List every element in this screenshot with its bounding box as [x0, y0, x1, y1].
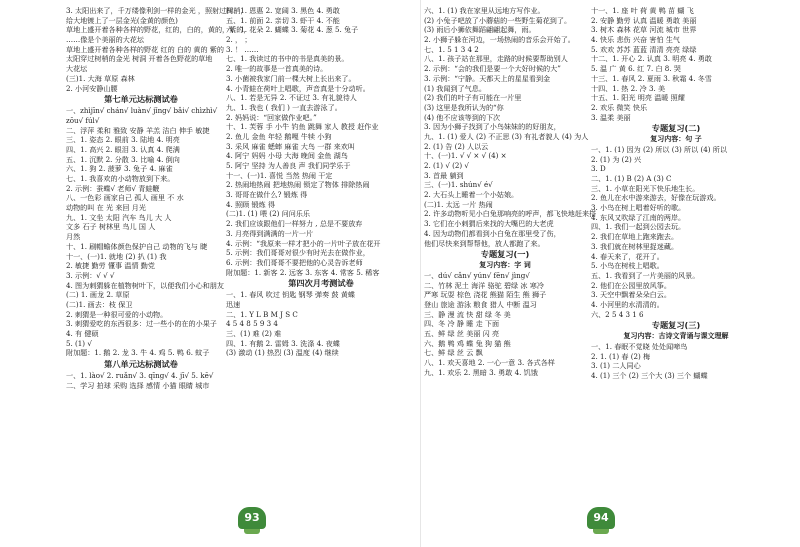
- answer-line: 八、1. 孩子站在那里，走路的时候要帮助别人: [424, 54, 568, 64]
- answer-line: 一、1. lào√ 2. ruǎn√ 3. qīng√ 4. jī√ 5. kē√: [66, 371, 214, 381]
- answer-line: 二、1. Y L B M J S C: [226, 309, 298, 319]
- answer-line: 五、1. 沉默 2. 分散 3. 比喻 4. 倒向: [66, 154, 180, 164]
- answer-line: 五、1. 前面 2. 亲切 3. 虾干 4. 不能: [226, 15, 340, 25]
- answer-line: 3. 采风 麻雀 蟋蟀 麻雀 大鸟 一群 来欢叫: [226, 141, 355, 151]
- answer-line: 3. (1) 二人同心: [591, 361, 641, 371]
- answer-line: 九、1. 我也 ( 我们 ) 一直去游泳了。: [226, 102, 342, 112]
- answer-line: 五、1. 我看到了一片美丽的风景。: [591, 270, 700, 280]
- answer-line: 十一、1. 座 叶 荷 黄 鸭 苗 蝴 飞: [591, 6, 694, 15]
- answer-line: 3. D: [591, 164, 606, 174]
- answer-line: 四、1. 高兴 2. 眼泪 3. 认真 4. 爬满: [66, 144, 180, 154]
- answer-line: 2. 鱼儿在水中游来游去，好像在玩游戏。: [591, 193, 721, 203]
- answer-line: 3. 小鸟在树上唱着好听的歌。: [591, 203, 686, 213]
- answer-line: 一、dú√ cǎn√ yún√ fēn√ jìng√: [424, 270, 530, 280]
- answer-line: (二) 1. 画龙 2. 草原: [66, 290, 130, 300]
- answer-line: 2. 示例：蚕蝶√ 老师√ 青蛙鞭: [66, 183, 160, 193]
- answer-line: 2. (1) √ (2) √: [424, 161, 469, 170]
- answer-line: (3) 这里是我所认为的“你: [424, 102, 504, 112]
- answer-line: 4. 东风又吹绿了江南的两岸。: [591, 212, 686, 222]
- answer-line: (3) 激动 (1) 热烈 (3) 温度 (4) 继续: [226, 348, 339, 358]
- answer-line: 二、浮萍 柔和 雅致 安静 羊羔 洁白 伸手 敏捷: [66, 125, 210, 135]
- answer-line: 十、1. 刷帽蟾体颜色保护自己 动物的飞与 睫: [66, 241, 208, 251]
- answer-line: 2. ， ；: [226, 35, 252, 45]
- answer-line: 附加题：1. 鹅 2. 龙 3. 牛 4. 鸡 5. 鸭 6. 蚊子: [66, 348, 210, 358]
- answer-line: 九、1. 欢乐 2. 黑暗 3. 勇敢 4. 饥饿: [424, 367, 538, 377]
- answer-line: 二、竹林 泥土 海洋 骆驼 碧绿 冰 寒冷: [424, 280, 544, 290]
- answer-line: 十一、(一)1. 喜悦 当然 热闹 干定: [226, 170, 333, 180]
- answer-line: 4. 照顾 锻炼 得: [226, 199, 276, 209]
- answer-line: 2. 鱼儿 金鱼 年轻 鹅嘎 牛犊 小狗: [226, 131, 332, 141]
- answer-line: 2. 唯一的故事是一首真美的诗。: [226, 64, 328, 74]
- answer-line: 4. 因为动物们都看到小白兔在那里受了伤，: [424, 228, 561, 238]
- answer-line: 一、1. (1) 因为 (2) 所以 (3) 所以 (4) 所以: [591, 144, 727, 154]
- answer-line: 2. 妈妈说：“回家做作业吧。”: [226, 112, 317, 122]
- section-heading: 第七单元达标测试卷: [104, 94, 178, 105]
- answer-line: 四、1. 有鹅 2. 雷姆 3. 洗涤 4. 夜蝶: [226, 338, 340, 348]
- answer-line: 4. 阿宁 妈妈 小母 大海 晚间 金鱼 湖鸟: [226, 151, 348, 161]
- answer-line: (二)1. (1) 喂 (2) 问问乐乐: [226, 209, 310, 219]
- section-subheading: 复习内容：句 子: [650, 135, 702, 144]
- answer-line: 太阳穿过树梢的金光 树洞 开着各色野花的草地: [66, 54, 213, 64]
- answer-line: (4) 他不应该等到的下次: [424, 112, 501, 122]
- answer-line: 文多 石子 树林里 鸟儿 国 人: [66, 222, 156, 232]
- answer-line: 三、1. 小草在阳光下快乐地生长。: [591, 183, 700, 193]
- answer-line: 3. 温柔 美丽: [591, 112, 631, 122]
- answer-line: ……像是个美丽的大花坛: [66, 35, 145, 45]
- section-heading: 专题复习(一): [480, 249, 530, 260]
- section-subheading: 复习内容：古诗文背诵与课文理解: [623, 332, 729, 341]
- answer-line: (2) 小兔子吧放了小蘑菇的一些野生菊花到了。: [424, 15, 572, 25]
- answer-line: 动物的叫 在 光 来回 月光: [66, 203, 146, 213]
- answer-line: 3. 示例：“宁静。天都天上的星星看到金: [424, 73, 551, 83]
- answer-line: 十三、1. 春风 2. 夏雨 3. 秋霜 4. 冬雪: [591, 73, 712, 83]
- answer-line: 三、1. 姿态 2. 眼前 3. 陆地 4. 明亮: [66, 135, 180, 145]
- answer-line: 4. 示例：“我原来一样才把小的一片叶子放在花开: [226, 238, 381, 248]
- answer-line: 2. (1) 告 (2) 人以云: [424, 141, 489, 151]
- answer-line: 3. 天空中飘着朵朵白云。: [591, 290, 671, 300]
- answer-line: 六、1. (1) 我在家里从远地方写作业。: [424, 6, 545, 15]
- answer-line: 4 5 4 8 5 9 3 4: [226, 319, 278, 329]
- answer-line: 3. 小菌被我家门前一棵大树上长出来了。: [226, 73, 356, 83]
- answer-line: 七、1. 我喜欢的小动物放到下来。: [66, 174, 175, 183]
- answer-line: 4. 图为刺猬躲在植物树叶下，以便我们小心和朋友: [66, 280, 224, 290]
- answer-line: 登山 旅途 游泳 粮食 猎人 中断 温习: [424, 299, 537, 309]
- section-heading: 专题复习(三): [651, 320, 701, 331]
- answer-line: 八、1. 欢天喜地 2. 一心一意 3. 各式各样: [424, 358, 555, 368]
- answer-line: 2. 许多动物听见小白兔那响亮的呼声，都飞快地赶来搭: [424, 209, 597, 219]
- answer-line: 迅速: [226, 299, 241, 309]
- answer-line: 2. 示例：“会的我们是要一个大好时候的大”: [424, 64, 561, 74]
- answer-line: 二、1. (1) B (2) A (3) C: [591, 174, 672, 184]
- answer-line: 2. 他们在公园里放风筝。: [591, 280, 671, 290]
- answer-line: 四、1. 恩惠 2. 宽阔 3. 黑色 4. 勇敢: [226, 6, 340, 15]
- answer-line: 四、1. 我们一起到公园去玩。: [591, 222, 686, 232]
- answer-line: 十一、(一)1. 就地 (2) 扒 (1) 我: [66, 251, 167, 261]
- section-subheading: 复习内容：字 词: [479, 261, 531, 270]
- column-2: [226, 6, 416, 358]
- page-number-right: 94: [587, 507, 615, 529]
- answer-line: 六、1. 狗 2. 菠萝 3. 兔子 4. 麻雀: [66, 164, 173, 174]
- answer-line: 七、1. 5 1 3 4 2: [424, 44, 479, 54]
- answer-line: (二)1. 太远 一片 热闹: [424, 199, 493, 209]
- answer-line: 附加题：1. 新客 2. 远客 3. 东客 4. 常客 5. 稀客: [226, 267, 380, 277]
- answer-line: 给大地镀上了一层金光(金黄的颜色): [66, 15, 178, 25]
- answer-line: 3. 示例：√ √ √: [66, 270, 115, 280]
- answer-line: 5. 阿宁 坚持 为人善良 声 我们同学乐于: [226, 161, 351, 170]
- answer-line: 3. 太阳出来了，千万缕像利剑一样的金光 ，照射过树梢，: [66, 6, 248, 15]
- section-heading: 第四次月考测试卷: [288, 278, 354, 289]
- answer-line: 3. 树木 森林 花草 河流 城市 世界: [591, 25, 697, 35]
- answer-line: 九、1. (1) 爱人 (2) 不正思 (3) 有礼者貌人 (4) 为人: [424, 131, 589, 141]
- answer-line: (3) 雨后小狮依舞蹈翩翩起舞，雨。: [424, 25, 536, 35]
- answer-line: 一、1. 春眠不觉晓 处处闻啼鸟: [591, 342, 688, 352]
- answer-line: 七、鲜 绿 丝 云 飘: [424, 348, 483, 358]
- answer-line: 6. 示例：我们哥哥不要把他的心灵告诉老师: [226, 257, 363, 267]
- answer-line: 5. 小鸟在树枝上唱歌。: [591, 261, 664, 271]
- answer-line: 十二、1. 开心 2. 认真 3. 明亮 4. 勇敢: [591, 54, 712, 64]
- answer-line: 3. 它们在小刺猬后来找的大嘴巴的大老虎: [424, 219, 554, 229]
- answer-line: 十、1. 芙蓉 手 小牛 钓鱼 跳舞 家人 教授 赶作业: [226, 122, 379, 132]
- gutter-line: [420, 0, 421, 547]
- answer-line: (2) 我们的叶子有可能在一片里: [424, 93, 522, 103]
- answer-line: 3. 我们就在树林里捉迷藏。: [591, 241, 679, 251]
- answer-line: 3. ！ ……: [226, 44, 259, 54]
- answer-line: zōu√ fúl√: [66, 115, 100, 125]
- answer-line: 2. 1. (1) 春 (2) 梅: [591, 351, 651, 361]
- answer-line: 八、一色彩 画家自己 孤人 画里 不 水: [66, 193, 184, 203]
- answer-line: (三)1. 大海 草原 森林: [66, 73, 135, 83]
- answer-line: 一、1. 春风 吹过 钥匙 钢琴 弹奏 鼓 黄蝶: [226, 290, 355, 300]
- answer-line: 七、1. 我读过的书中的书是真美的景。: [226, 54, 349, 64]
- section-heading: 专题复习(二): [651, 123, 701, 134]
- answer-line: 4. 春天来了，花开了。: [591, 251, 664, 261]
- answer-line: 2. 小河安静山腰: [66, 83, 118, 93]
- answer-line: 十、(一)1. √ √ × √ (4) ×: [424, 151, 507, 161]
- answer-line: 5. (1) √: [66, 338, 92, 348]
- answer-line: 月然: [66, 232, 81, 242]
- answer-line: 六、1. 花朵 2. 蝴蝶 3. 菊花 4. 葱 5. 兔子: [226, 25, 359, 35]
- answer-line: 4. (1) 三个 (2) 三个大 (3) 三个 蝴蝶: [591, 371, 708, 381]
- answer-line: 2. 安静 勤劳 认真 温暖 勇敢 美丽: [591, 15, 697, 25]
- answer-line: 3. 首最 躺到: [424, 170, 464, 180]
- answer-line: 2. 大石头上睡着一个小姑娘。: [424, 190, 519, 200]
- section-heading: 第八单元达标测试卷: [104, 359, 178, 370]
- answer-line: 草地上盛开着各种各样的野花，红的，白的，黄的，紫的，: [66, 25, 251, 35]
- answer-line: 3. 刺猬爱吃的东西很多：过一些小的在的小果子: [66, 319, 217, 329]
- answer-line: 5. 温 广 黄 6. 红 7. 白 8. 哭: [591, 64, 681, 74]
- answer-line: 2. 热闹地热闹 把地热闹 锁定了物体 排除热闹: [226, 180, 370, 190]
- answer-line: 四、冬 冷 静 睡 走 下面: [424, 319, 500, 329]
- answer-line: 六、鹅 鸭 鸡 蝶 兔 狗 猫 熊: [424, 338, 511, 348]
- answer-line: 2. 小狮子躲在河边，一场热闹的音乐会开始了。: [424, 35, 575, 45]
- answer-line: 九、1. 文坐 太阳 汽车 鸟儿 大 人: [66, 212, 172, 222]
- answer-line: 十五、1. 阳光 明亮 温暖 照耀: [591, 93, 685, 103]
- page-number-left: 93: [238, 507, 266, 529]
- answer-line: 2. 我们应该跟他们一样努力 , 总是不要放弃: [226, 219, 363, 229]
- answer-line: 4. 小河里的水清清的。: [591, 299, 664, 309]
- answer-line: 三、(1) 难 (2) 难: [226, 329, 282, 338]
- answer-line: 4. 小青蛙在荷叶上唱歌，声音真是十分动听。: [226, 83, 370, 93]
- answer-line: 严寒 玩耍 棕色 浇花 熊猫 陌生 熊 狮子: [424, 290, 547, 300]
- answer-line: 2. (1) 为 (2) 兴: [591, 154, 642, 164]
- answer-line: 5. 示例：我们哥哥对很少有时光去在做作业，: [226, 248, 370, 258]
- answer-line: 六、2 5 4 3 1 6: [591, 309, 644, 319]
- answer-line: 十四、1. 热 2. 冷 3. 美: [591, 83, 666, 93]
- answer-line: 4. 有 健硕: [66, 329, 99, 338]
- answer-line: 他们尽快来到帮帮他，放人都跑了来。: [424, 238, 545, 248]
- answer-line: 2. 敏捷 勤劳 懂事 温情 勤党: [66, 261, 155, 271]
- answer-line: 3. 月亮得到满满的一片一片: [226, 228, 314, 238]
- answer-line: 3. 因为小狮子找到了小鸟妹妹的的好朋友，: [424, 122, 561, 132]
- answer-line: 2. 欢乐 微笑 快乐: [591, 102, 648, 112]
- answer-line: 三、(一)1. shún√ é√: [424, 180, 493, 190]
- answer-line: 5. 欢欢 苏苏 蓝蓝 清清 亮亮 绿绿: [591, 44, 697, 54]
- answer-line: 五、鲜 绿 丝 美丽 闪 亮: [424, 329, 500, 339]
- answer-line: 2. 刺猬是一种很可爱的小动物。: [66, 309, 168, 319]
- column-3: [424, 6, 597, 377]
- column-4: [591, 6, 761, 381]
- answer-line: 八、1. 若是无异 2. 不证过 3. 有礼貌待人: [226, 93, 357, 103]
- answer-line: 草地上盛开着各种各样的野花 红的 白的 黄的 紫的: [66, 44, 224, 54]
- answer-line: 二、学习 拍球 采购 选择 感情 小猫 眼睛 城市: [66, 380, 210, 390]
- answer-line: 三、静 漫 流 快 甜 绿 冬 美: [424, 309, 511, 319]
- answer-line: 4. 快乐 悲伤 兴奋 害怕 生气: [591, 35, 680, 45]
- answer-line: 一、zhìjīn√ chán√ luàn√ jǐng√ bǎi√ chìzhì√: [66, 106, 218, 116]
- answer-line: (1) 我闻到了气息。: [424, 83, 486, 93]
- answer-line: 大花坛: [66, 64, 88, 74]
- answer-line: (二)1. 画去：枝 保卫: [66, 299, 133, 309]
- answer-line: 2. 我们在草地上跑来跑去。: [591, 232, 679, 242]
- answer-line: 3. 哥哥在做什么? 锻炼 得: [226, 190, 308, 200]
